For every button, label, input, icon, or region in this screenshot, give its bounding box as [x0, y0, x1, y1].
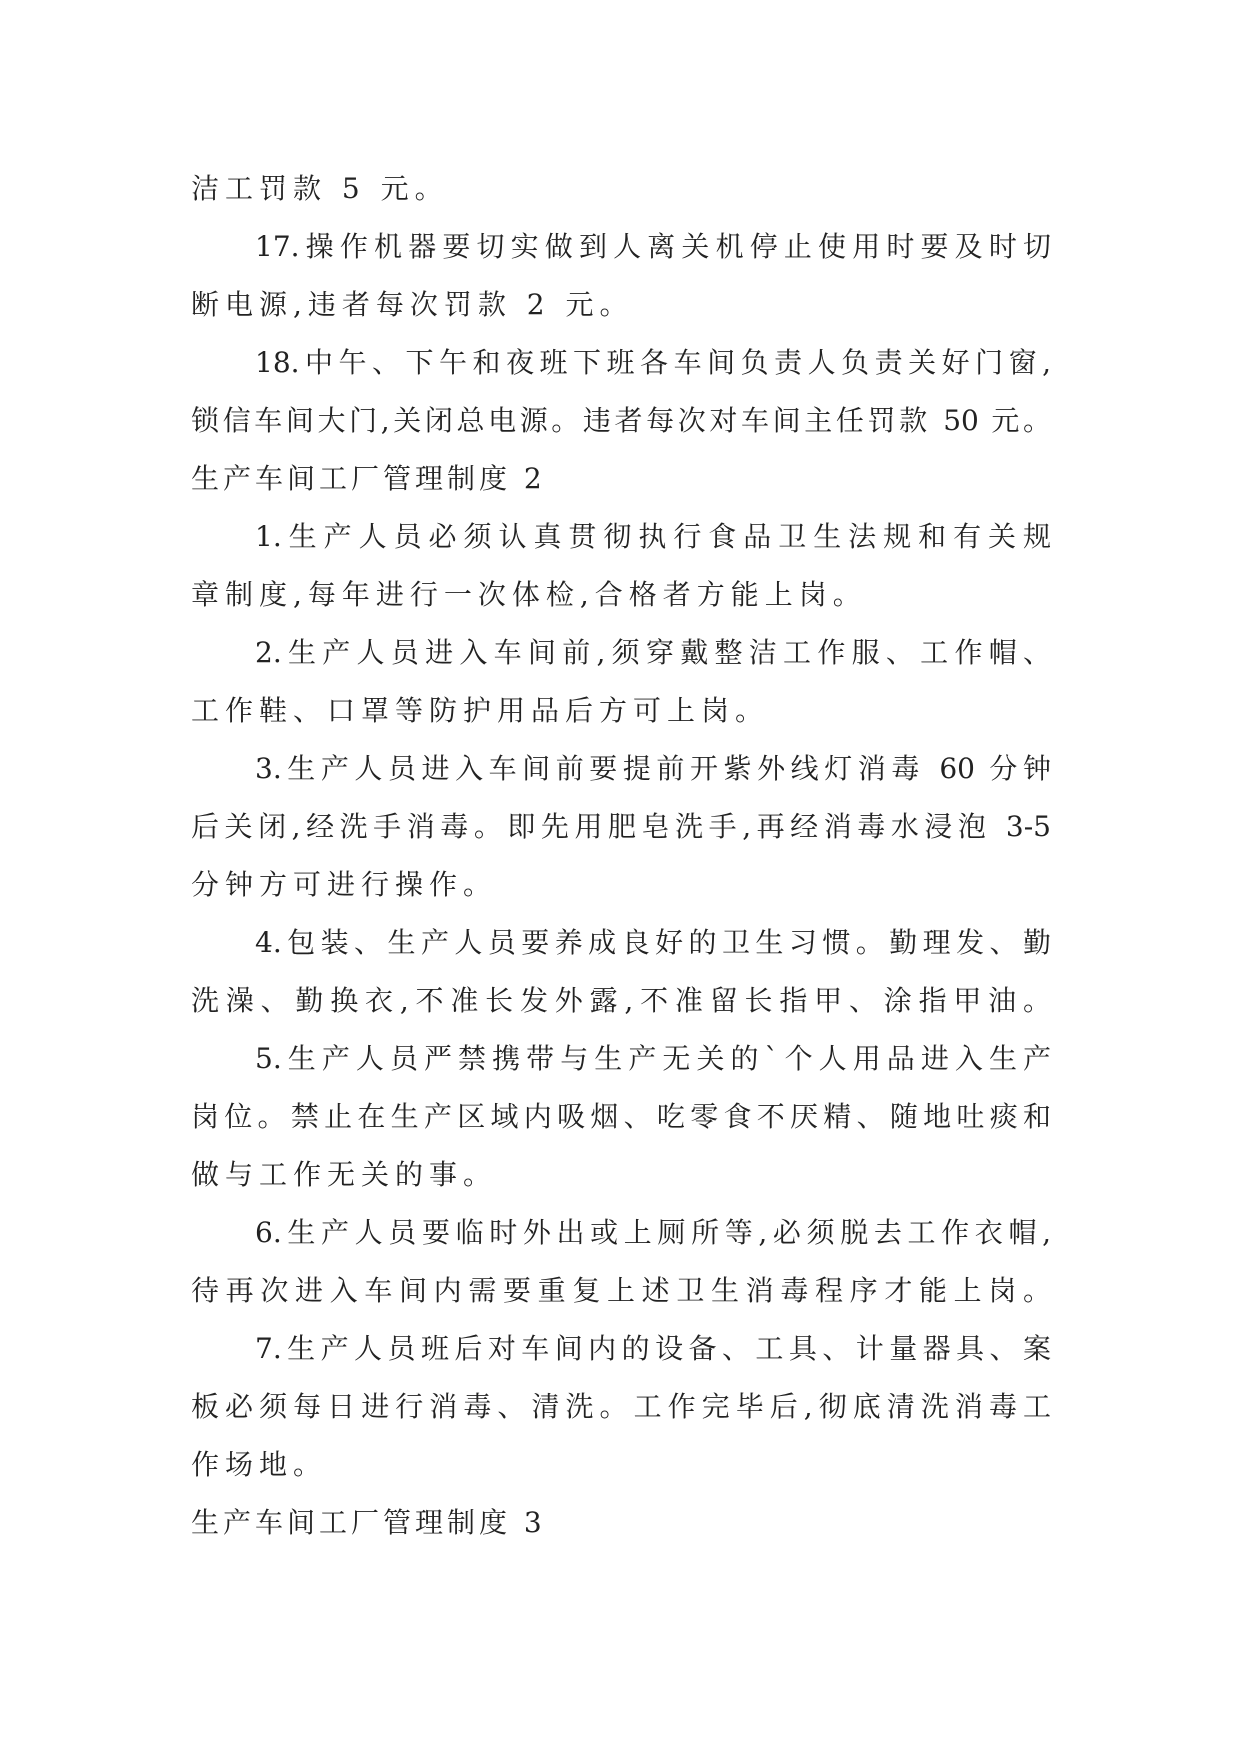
section-heading: 生产车间工厂管理制度 3	[191, 1506, 546, 1539]
text-line: 4.包装、生产人员要养成良好的卫生习惯。勤理发、勤	[255, 926, 1051, 959]
text-line: 做与工作无关的事。	[191, 1158, 498, 1191]
text-line: 作场地。	[191, 1448, 328, 1481]
text-line: 7.生产人员班后对车间内的设备、工具、计量器具、案	[255, 1332, 1051, 1365]
text-line: 3.生产人员进入车间前要提前开紫外线灯消毒 60 分钟	[255, 752, 1051, 785]
text-line: 洁工罚款 5 元。	[191, 172, 449, 205]
text-line: 分钟方可进行操作。	[191, 868, 498, 901]
text-line: 18.中午、下午和夜班下班各车间负责人负责关好门窗,	[255, 346, 1051, 379]
text-line: 工作鞋、口罩等防护用品后方可上岗。	[191, 694, 770, 727]
text-line: 1.生产人员必须认真贯彻执行食品卫生法规和有关规	[255, 520, 1051, 553]
text-line: 后关闭,经洗手消毒。即先用肥皂洗手,再经消毒水浸泡 3-5	[191, 810, 1051, 843]
text-line: 5.生产人员严禁携带与生产无关的`个人用品进入生产	[255, 1042, 1051, 1075]
document-body	[191, 160, 1051, 1552]
text-line: 锁信车间大门,关闭总电源。违者每次对车间主任罚款 50 元。	[191, 404, 1051, 437]
text-line: 断电源,违者每次罚款 2 元。	[191, 288, 634, 321]
text-line: 洗澡、勤换衣,不准长发外露,不准留长指甲、涂指甲油。	[191, 984, 1051, 1017]
text-line: 2.生产人员进入车间前,须穿戴整洁工作服、工作帽、	[255, 636, 1051, 669]
text-line: 6.生产人员要临时外出或上厕所等,必须脱去工作衣帽,	[255, 1216, 1051, 1249]
text-line: 17.操作机器要切实做到人离关机停止使用时要及时切	[255, 230, 1051, 263]
text-line: 章制度,每年进行一次体检,合格者方能上岗。	[191, 578, 867, 611]
text-line: 板必须每日进行消毒、清洗。工作完毕后,彻底清洗消毒工	[191, 1390, 1051, 1423]
text-line: 岗位。禁止在生产区域内吸烟、吃零食不厌精、随地吐痰和	[191, 1100, 1051, 1133]
section-heading: 生产车间工厂管理制度 2	[191, 462, 546, 495]
text-line: 待再次进入车间内需要重复上述卫生消毒程序才能上岗。	[191, 1274, 1051, 1307]
